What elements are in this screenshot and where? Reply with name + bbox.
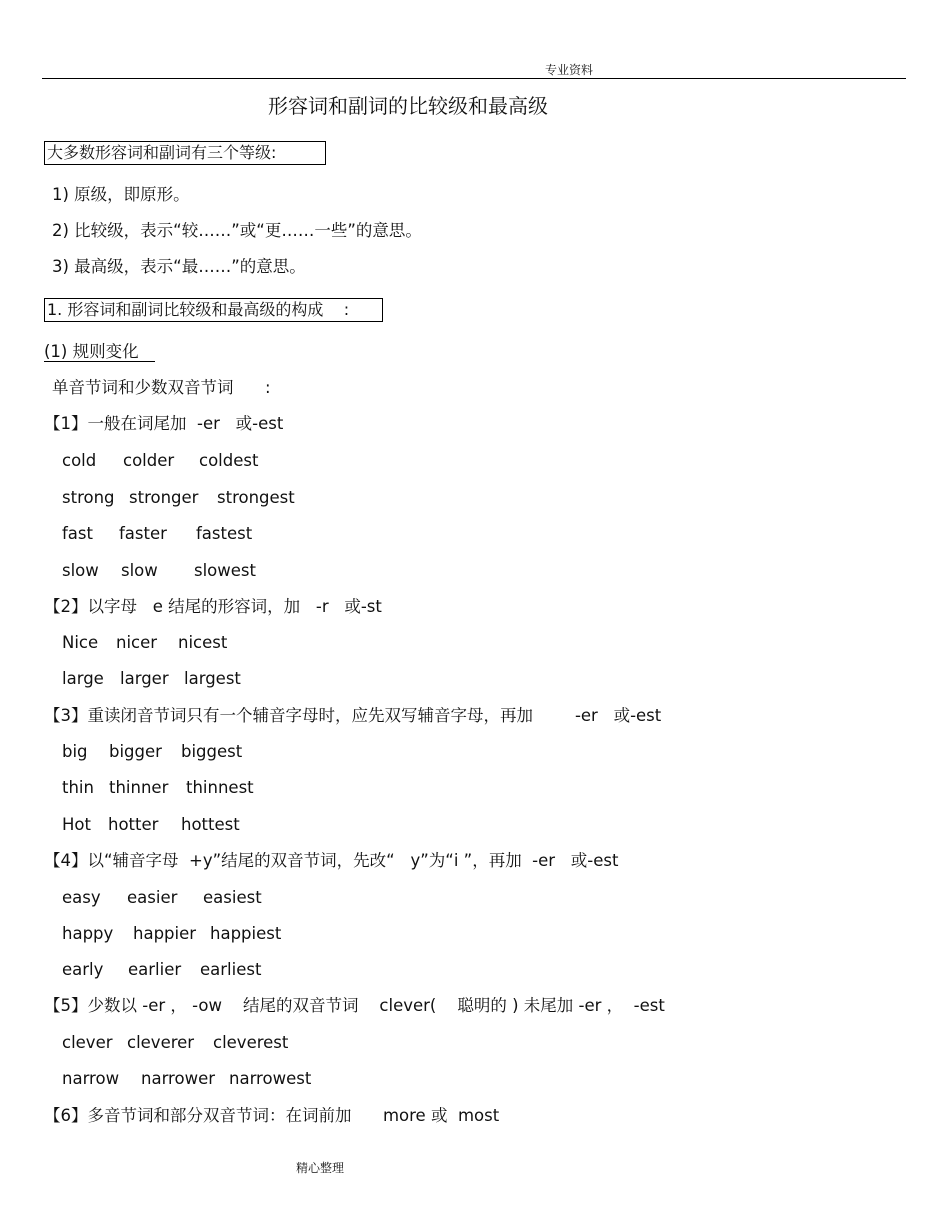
word-superlative: fastest [196, 524, 253, 543]
rule-6: 【6】多音节词和部分双音节词：在词前加 more 或 most [44, 1106, 500, 1125]
word-positive: strong [62, 488, 115, 507]
word-superlative: narrowest [229, 1069, 312, 1088]
word-comparative: nicer [116, 633, 158, 652]
word-superlative: nicest [178, 633, 228, 652]
word-positive: slow [62, 561, 99, 580]
word-superlative: biggest [181, 742, 243, 761]
word-comparative: easier [127, 888, 178, 907]
word-comparative: slow [121, 561, 158, 580]
word-superlative: thinnest [186, 778, 254, 797]
word-comparative: cleverer [127, 1033, 195, 1052]
word-positive: Hot [62, 815, 91, 834]
header-rule [42, 78, 906, 79]
word-superlative: happiest [210, 924, 282, 943]
rule-4: 【4】以“辅音字母 +y”结尾的双音节词，先改“ y”为“i ”，再加 -er 或-est [44, 851, 619, 870]
word-positive: large [62, 669, 104, 688]
level-item: 2) 比较级，表示“较……”或“更……一些”的意思。 [52, 221, 422, 240]
word-positive: happy [62, 924, 114, 943]
page-footer: 精心整理 [296, 1161, 345, 1175]
word-comparative: bigger [109, 742, 162, 761]
word-positive: cold [62, 451, 97, 470]
word-positive: thin [62, 778, 94, 797]
page-header: 专业资料 [545, 63, 594, 77]
word-comparative: stronger [129, 488, 199, 507]
rule-2: 【2】以字母 e 结尾的形容词，加 -r 或-st [44, 597, 382, 616]
word-superlative: hottest [181, 815, 240, 834]
page-title: 形容词和副词的比较级和最高级 [268, 94, 548, 118]
word-positive: early [62, 960, 104, 979]
word-comparative: colder [123, 451, 175, 470]
word-positive: easy [62, 888, 101, 907]
section-box: 1. 形容词和副词比较级和最高级的构成 : [44, 298, 383, 322]
word-comparative: faster [119, 524, 167, 543]
word-comparative: thinner [109, 778, 169, 797]
intro-box: 大多数形容词和副词有三个等级: [44, 141, 326, 165]
word-positive: big [62, 742, 88, 761]
subsection-note: 单音节词和少数双音节词 : [52, 378, 271, 397]
rule-3: 【3】重读闭音节词只有一个辅音字母时，应先双写辅音字母，再加 -er 或-est [44, 706, 662, 725]
rule-5: 【5】少数以 -er ， -ow 结尾的双音节词 clever( 聪明的 ) 未尾加 -er ， -est [44, 996, 665, 1015]
word-positive: Nice [62, 633, 99, 652]
word-comparative: hotter [108, 815, 159, 834]
word-comparative: narrower [141, 1069, 216, 1088]
level-item: 3) 最高级，表示“最……”的意思。 [52, 257, 306, 276]
word-positive: clever [62, 1033, 113, 1052]
subsection-heading [44, 341, 155, 363]
word-superlative: slowest [194, 561, 256, 580]
word-superlative: earliest [200, 960, 262, 979]
word-superlative: cleverest [213, 1033, 289, 1052]
word-comparative: larger [120, 669, 169, 688]
word-superlative: coldest [199, 451, 259, 470]
word-superlative: largest [184, 669, 241, 688]
subsection-label: (1) 规则变化 [44, 342, 155, 362]
level-item: 1) 原级，即原形。 [52, 185, 190, 204]
rule-1: 【1】一般在词尾加 -er 或-est [44, 414, 284, 433]
word-positive: narrow [62, 1069, 120, 1088]
word-superlative: easiest [203, 888, 262, 907]
word-positive: fast [62, 524, 93, 543]
word-comparative: earlier [128, 960, 182, 979]
word-comparative: happier [133, 924, 197, 943]
word-superlative: strongest [217, 488, 295, 507]
